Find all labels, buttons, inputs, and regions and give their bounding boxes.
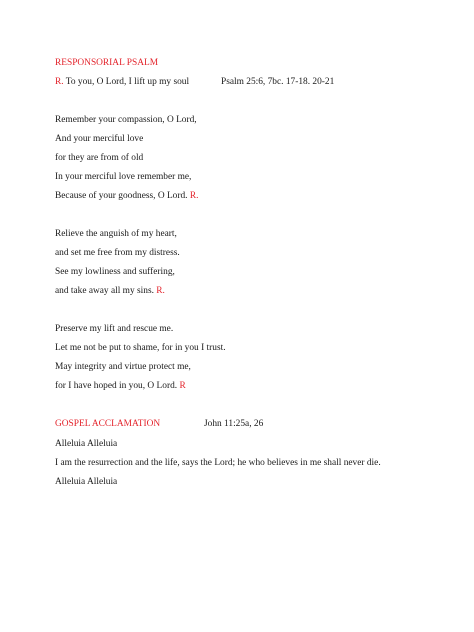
- stanza-line: Relieve the anguish of my heart,: [55, 229, 177, 239]
- response-text: To you, O Lord, I lift up my soul: [63, 77, 190, 87]
- stanza-line: [55, 190, 198, 202]
- gospel-reference: John 11:25a, 26: [204, 419, 264, 429]
- stanza-line: [55, 380, 186, 392]
- stanza-line: Remember your compassion, O Lord,: [55, 115, 197, 125]
- stanza-line: Let me not be put to shame, for in you I trust.: [55, 343, 226, 353]
- gospel-line: Alleluia Alleluia: [55, 439, 118, 449]
- psalm-heading: RESPONSORIAL PSALM: [55, 58, 159, 68]
- gospel-line: Alleluia Alleluia: [55, 477, 118, 487]
- stanza-line-text: Because of your goodness, O Lord.: [55, 191, 190, 201]
- psalm-reference: Psalm 25:6, 7bc. 17-18. 20-21: [221, 77, 335, 87]
- stanza-line: for they are from of old: [55, 153, 144, 163]
- stanza-line: Preserve my lift and rescue me.: [55, 324, 174, 334]
- stanza-line: and set me free from my distress.: [55, 248, 180, 258]
- gospel-line: I am the resurrection and the life, says the Lord; he who believes in me shall never die.: [55, 458, 381, 468]
- stanza-line: May integrity and virtue protect me,: [55, 362, 191, 372]
- stanza-line: And your merciful love: [55, 134, 144, 144]
- response-marker: R.: [189, 191, 199, 201]
- gospel-heading: GOSPEL ACCLAMATION: [55, 419, 161, 429]
- psalm-response-line: [55, 76, 189, 88]
- response-marker: R.: [55, 77, 64, 87]
- stanza-line: See my lowliness and suffering,: [55, 267, 175, 277]
- response-marker: R.: [156, 286, 165, 296]
- stanza-line-text: for I have hoped in you, O Lord.: [55, 381, 180, 391]
- stanza-line: [55, 285, 165, 297]
- stanza-line-text: and take away all my sins.: [55, 286, 157, 296]
- response-marker: R: [179, 381, 186, 391]
- stanza-line: In your merciful love remember me,: [55, 172, 192, 182]
